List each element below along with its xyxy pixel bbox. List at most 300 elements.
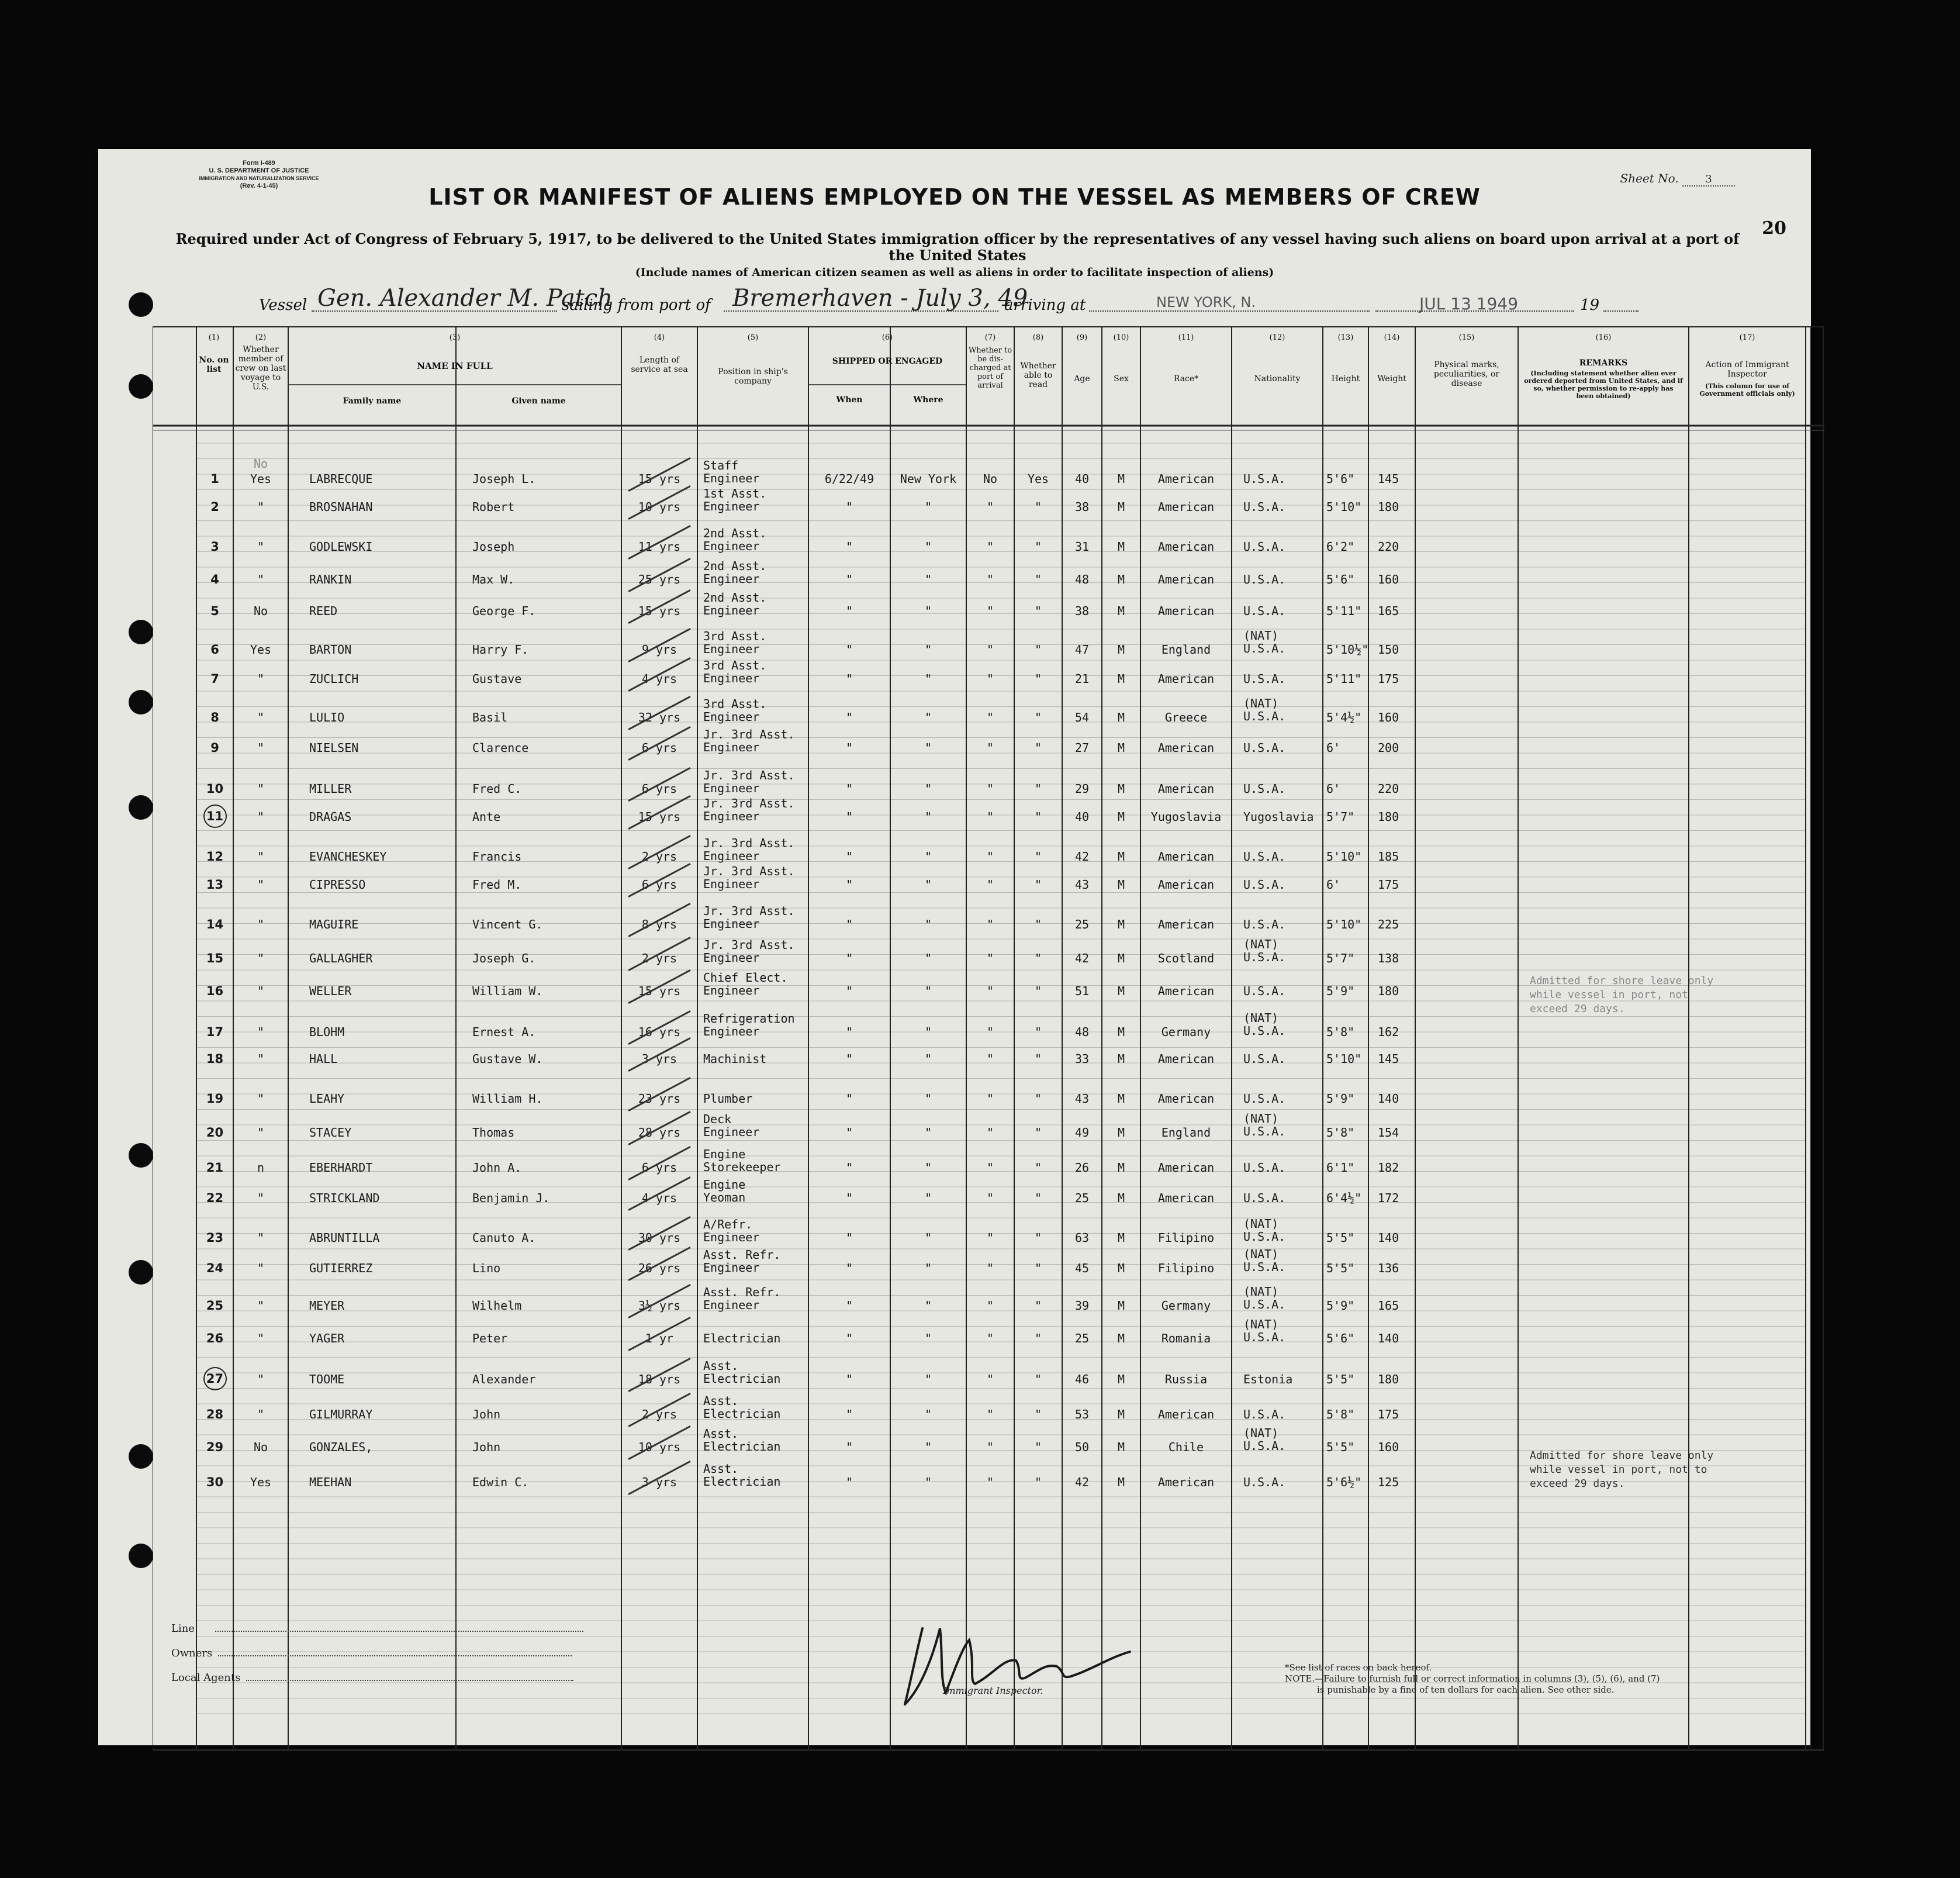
age: 42	[1074, 850, 1090, 864]
position-line-1: Asst.	[703, 1427, 739, 1441]
race: American	[1157, 572, 1215, 586]
discharged: "	[986, 540, 994, 554]
col-10-header: Sex	[1114, 374, 1129, 384]
weight: 140	[1378, 1092, 1399, 1106]
shipped-where: "	[924, 1372, 932, 1386]
age: 31	[1074, 540, 1090, 554]
race: Filipino	[1157, 1261, 1215, 1275]
sex: M	[1117, 1052, 1125, 1066]
height: 5'6"	[1326, 572, 1355, 586]
service-length: 10 yrs	[638, 1440, 681, 1454]
family-name: MAGUIRE	[309, 917, 359, 931]
manifest-sheet	[98, 149, 1811, 1745]
remark-row-27	[1530, 1449, 1713, 1491]
shipped-where: "	[924, 1092, 932, 1106]
inspector-caption: Immigrant Inspector.	[943, 1685, 1043, 1696]
shipped-where: "	[924, 500, 932, 514]
service-length: 15 yrs	[638, 472, 681, 486]
service-length: 6 yrs	[641, 782, 677, 796]
col-8-number: (8)	[1032, 333, 1044, 342]
weight: 140	[1378, 1331, 1399, 1345]
weight: 138	[1378, 951, 1399, 965]
position-line-2: Engineer	[703, 849, 760, 863]
given-name: Clarence	[472, 741, 529, 755]
col-1-number: (1)	[208, 333, 220, 342]
position-line-1: 2nd Asst.	[703, 526, 767, 540]
page-number: 20	[1762, 218, 1786, 239]
height: 5'10"	[1326, 1052, 1362, 1066]
family-name: GUTIERREZ	[309, 1261, 373, 1275]
race: American	[1157, 1407, 1215, 1421]
age: 53	[1074, 1407, 1090, 1421]
discharged: "	[986, 710, 994, 724]
position-line-2: Electrician	[703, 1475, 781, 1489]
sex: M	[1117, 1407, 1125, 1421]
sex: M	[1117, 741, 1125, 755]
position-line-2: Engineer	[703, 1230, 760, 1244]
nationality: U.S.A.	[1243, 741, 1286, 755]
row-number: 4	[210, 572, 219, 586]
position-line-2: Engineer	[703, 781, 760, 795]
col-15-header: Physical marks, peculiarities, or disease	[1433, 360, 1500, 388]
race: Scotland	[1157, 951, 1215, 965]
position-line-1: Asst. Refr.	[703, 1285, 781, 1299]
table-row	[153, 561, 1824, 596]
position-line-1: Jr. 3rd Asst.	[703, 727, 795, 741]
sex: M	[1117, 1261, 1125, 1275]
given-name: Fred M.	[472, 878, 522, 892]
previous-voyage-note: No	[253, 457, 268, 471]
age: 40	[1074, 472, 1090, 486]
height: 5'6½"	[1326, 1475, 1362, 1489]
shipped-where: "	[924, 1261, 932, 1275]
table-row	[153, 658, 1824, 696]
col-1-header: No. on list	[199, 355, 229, 374]
sex: M	[1117, 710, 1125, 724]
shipped-when: "	[845, 604, 853, 618]
table-row	[153, 796, 1824, 834]
shipped-where: "	[924, 1025, 932, 1039]
table-row	[153, 526, 1824, 564]
previous-voyage: "	[257, 1231, 265, 1245]
nationality: U.S.A.	[1243, 500, 1286, 514]
nationality-note: (NAT)	[1243, 1011, 1279, 1025]
nationality: U.S.A.	[1243, 950, 1286, 964]
weight: 185	[1378, 850, 1399, 864]
given-name: William W.	[472, 984, 543, 998]
able-to-read: "	[1034, 1052, 1042, 1066]
height: 5'10½"	[1326, 643, 1369, 657]
family-name: GODLEWSKI	[309, 540, 373, 554]
position-line-2: Engineer	[703, 710, 760, 724]
col-17-subheader: (This column for use of Government officials only)	[1699, 382, 1795, 398]
shipped-when: "	[845, 1092, 853, 1106]
punch-hole	[129, 374, 153, 399]
height: 5'10"	[1326, 917, 1362, 931]
discharged: "	[986, 500, 994, 514]
position-line-2: Engineer	[703, 1261, 760, 1275]
position-line-2: Engineer	[703, 740, 760, 754]
remark-line: Admitted for shore leave only	[1530, 1449, 1714, 1462]
position-line-1: Asst.	[703, 1462, 739, 1476]
given-name: Joseph L.	[472, 472, 536, 486]
able-to-read: "	[1034, 850, 1042, 864]
footer-line-label: Line	[171, 1622, 195, 1635]
given-name: John	[472, 1440, 501, 1454]
given-name: Harry F.	[472, 643, 529, 657]
row-number: 10	[206, 782, 224, 796]
height: 5'10"	[1326, 500, 1362, 514]
weight: 180	[1378, 810, 1399, 824]
able-to-read: "	[1034, 1440, 1042, 1454]
race: Romania	[1161, 1331, 1211, 1345]
able-to-read: "	[1034, 1161, 1042, 1175]
race: England	[1161, 1126, 1211, 1140]
weight: 175	[1378, 878, 1399, 892]
nationality: U.S.A.	[1243, 1052, 1286, 1066]
discharged: "	[986, 850, 994, 864]
able-to-read: "	[1034, 1372, 1042, 1386]
given-name: Vincent G.	[472, 917, 543, 931]
weight: 162	[1378, 1025, 1399, 1039]
position-line-2: Yeoman	[703, 1190, 746, 1204]
position-line-1: Asst.	[703, 1394, 739, 1408]
sex: M	[1117, 672, 1125, 686]
service-length: 30 yrs	[638, 1231, 681, 1245]
position-line-2: Plumber	[703, 1092, 753, 1106]
able-to-read: "	[1034, 917, 1042, 931]
weight: 145	[1378, 472, 1399, 486]
position-line-1: Jr. 3rd Asst.	[703, 904, 795, 918]
family-name: LEAHY	[309, 1092, 345, 1106]
able-to-read: "	[1034, 604, 1042, 618]
nationality: U.S.A.	[1243, 984, 1286, 998]
sex: M	[1117, 1191, 1125, 1205]
height: 5'9"	[1326, 984, 1355, 998]
form-revision: (Rev. 4-1-45)	[240, 182, 278, 189]
able-to-read: "	[1034, 1191, 1042, 1205]
shipped-when: "	[845, 878, 853, 892]
weight: 160	[1378, 710, 1399, 724]
col-2-number: (2)	[255, 333, 267, 342]
previous-voyage: "	[257, 878, 265, 892]
height: 5'4½"	[1326, 710, 1362, 724]
sex: M	[1117, 850, 1125, 864]
family-name: ABRUNTILLA	[309, 1231, 380, 1245]
position-line-2: Engineer	[703, 572, 760, 586]
given-name: Thomas	[472, 1126, 515, 1140]
year-dotted-line	[1603, 310, 1638, 312]
table-row	[153, 1041, 1824, 1076]
discharged: "	[986, 572, 994, 586]
shipped-where: "	[924, 1331, 932, 1345]
service-length: 6 yrs	[641, 741, 677, 755]
family-name: GALLAGHER	[309, 951, 373, 965]
able-to-read: "	[1034, 984, 1042, 998]
service-length: 2 yrs	[641, 951, 677, 965]
table-row	[153, 727, 1824, 765]
discharged: "	[986, 1025, 994, 1039]
age: 29	[1074, 782, 1090, 796]
nationality: U.S.A.	[1243, 1024, 1286, 1038]
nationality: U.S.A.	[1243, 878, 1286, 892]
given-name: Joseph G.	[472, 951, 536, 965]
weight: 175	[1378, 672, 1399, 686]
age: 45	[1074, 1261, 1090, 1275]
row-number: 23	[206, 1231, 224, 1245]
height: 5'9"	[1326, 1299, 1355, 1313]
table-row	[153, 1396, 1824, 1431]
service-length: 16 yrs	[638, 1025, 681, 1039]
previous-voyage: "	[257, 984, 265, 998]
height: 5'7"	[1326, 951, 1355, 965]
family-name: YAGER	[309, 1331, 345, 1345]
shipped-where: "	[924, 643, 932, 657]
previous-voyage: "	[257, 710, 265, 724]
age: 25	[1074, 917, 1090, 931]
given-name: Ernest A.	[472, 1025, 536, 1039]
weight: 225	[1378, 917, 1399, 931]
footnote-note-cont: is punishable by a fine of ten dollars for each alien. See other side.	[1317, 1684, 1615, 1695]
able-to-read: "	[1034, 1231, 1042, 1245]
col-13-number: (13)	[1337, 333, 1354, 342]
able-to-read: "	[1034, 878, 1042, 892]
arrival-date-stamp: JUL 13 1949	[1419, 294, 1519, 313]
discharged: "	[986, 951, 994, 965]
shipped-when: "	[845, 850, 853, 864]
nationality: U.S.A.	[1243, 1092, 1286, 1106]
height: 6'	[1326, 782, 1341, 796]
table-row	[153, 1217, 1824, 1255]
height: 5'8"	[1326, 1126, 1355, 1140]
sex: M	[1117, 604, 1125, 618]
position-line-2: Engineer	[703, 603, 760, 617]
service-length: 2 yrs	[641, 850, 677, 864]
year-label: 19	[1580, 296, 1600, 314]
punch-hole	[129, 1143, 153, 1168]
shipped-where: "	[924, 1475, 932, 1489]
race: Chile	[1168, 1440, 1204, 1454]
shipped-when: "	[845, 741, 853, 755]
age: 43	[1074, 878, 1090, 892]
footer-agents-label: Local Agents	[171, 1672, 241, 1684]
family-name: LABRECQUE	[309, 472, 373, 486]
row-number	[196, 1367, 233, 1390]
previous-voyage: "	[257, 782, 265, 796]
col-4-number: (4)	[654, 333, 665, 342]
previous-voyage: "	[257, 917, 265, 931]
service-length: 3 yrs	[641, 1052, 677, 1066]
form-service: IMMIGRATION AND NATURALIZATION SERVICE	[199, 175, 319, 181]
height: 5'9"	[1326, 1092, 1355, 1106]
service-length: 1 yr	[645, 1331, 674, 1345]
race: American	[1157, 540, 1215, 554]
punch-hole	[129, 292, 153, 317]
col-13-header: Height	[1331, 374, 1360, 384]
discharged: "	[986, 810, 994, 824]
height: 5'5"	[1326, 1440, 1355, 1454]
weight: 220	[1378, 782, 1399, 796]
discharged: "	[986, 1261, 994, 1275]
position-line-1: Engine	[703, 1147, 746, 1161]
col-3-header: NAME IN FULL	[417, 361, 493, 371]
discharged: "	[986, 1440, 994, 1454]
race: American	[1157, 672, 1215, 686]
given-name: Peter	[472, 1331, 508, 1345]
vessel-name: Gen. Alexander M. Patch	[317, 285, 613, 312]
table-row	[153, 486, 1824, 524]
shipped-when: "	[845, 500, 853, 514]
col-7-header: Whether to be dis-charged at port of arrival	[968, 346, 1012, 390]
row-number	[196, 805, 233, 828]
family-name: GONZALES,	[309, 1440, 373, 1454]
shipped-when: "	[845, 572, 853, 586]
height: 5'5"	[1326, 1261, 1355, 1275]
able-to-read: "	[1034, 1126, 1042, 1140]
family-name: CIPRESSO	[309, 878, 366, 892]
race: American	[1157, 850, 1215, 864]
family-name: TOOME	[309, 1372, 345, 1386]
height: 6'	[1326, 878, 1341, 892]
previous-voyage: No	[253, 1440, 268, 1454]
nationality-note: (NAT)	[1243, 937, 1279, 951]
shipped-where: "	[924, 1407, 932, 1421]
col-12-number: (12)	[1269, 333, 1285, 342]
race: American	[1157, 917, 1215, 931]
previous-voyage: "	[257, 1191, 265, 1205]
age: 21	[1074, 672, 1090, 686]
shipped-where: "	[924, 741, 932, 755]
family-name: MEYER	[309, 1299, 345, 1313]
col-17-number: (17)	[1739, 333, 1755, 342]
age: 47	[1074, 643, 1090, 657]
service-length: 3½ yrs	[638, 1299, 681, 1313]
family-name: REED	[309, 604, 338, 618]
race: American	[1157, 878, 1215, 892]
given-name: Gustave	[472, 672, 522, 686]
able-to-read: "	[1034, 643, 1042, 657]
nationality: U.S.A.	[1243, 1439, 1286, 1453]
shipped-when: "	[845, 1475, 853, 1489]
col-5-number: (5)	[747, 333, 759, 342]
height: 5'8"	[1326, 1025, 1355, 1039]
shipped-when: "	[845, 1126, 853, 1140]
table-row	[153, 1149, 1824, 1185]
height: 5'5"	[1326, 1231, 1355, 1245]
service-length: 9 yrs	[641, 643, 677, 657]
sex: M	[1117, 1440, 1125, 1454]
row-number: 9	[210, 741, 219, 755]
race: American	[1157, 782, 1215, 796]
nationality-note: (NAT)	[1243, 696, 1279, 710]
able-to-read: "	[1034, 1299, 1042, 1313]
row-number: 29	[206, 1440, 224, 1454]
sex: M	[1117, 1231, 1125, 1245]
sex: M	[1117, 472, 1125, 486]
row-number: 5	[210, 604, 219, 618]
arriving-dotted-line	[1089, 310, 1370, 312]
footnotes	[1285, 1662, 1811, 1696]
race: American	[1157, 1475, 1215, 1489]
col-9-number: (9)	[1076, 333, 1088, 342]
position-line-2: Engineer	[703, 809, 760, 823]
shipped-where: "	[924, 540, 932, 554]
nationality: U.S.A.	[1243, 572, 1286, 586]
sex: M	[1117, 540, 1125, 554]
shipped-where: "	[924, 984, 932, 998]
row-number: 30	[206, 1475, 224, 1489]
table-row	[153, 1287, 1824, 1323]
given-name: Edwin C.	[472, 1475, 529, 1489]
col-5-header: Position in ship's company	[718, 367, 788, 386]
nationality: U.S.A.	[1243, 917, 1286, 931]
nationality: U.S.A.	[1243, 709, 1286, 723]
height: 6'2"	[1326, 540, 1355, 554]
col-7-number: (7)	[984, 333, 996, 342]
shipped-when: "	[845, 1025, 853, 1039]
able-to-read: "	[1034, 572, 1042, 586]
previous-voyage: "	[257, 1052, 265, 1066]
col-14-header: Weight	[1377, 374, 1406, 384]
service-length: 2 yrs	[641, 1407, 677, 1421]
vessel-line	[259, 285, 1720, 320]
col-6b-header: Where	[913, 395, 943, 405]
sex: M	[1117, 917, 1125, 931]
able-to-read: "	[1034, 1407, 1042, 1421]
able-to-read: "	[1034, 1331, 1042, 1345]
race: Germany	[1161, 1025, 1211, 1039]
crew-table	[153, 326, 1824, 1751]
remark-line: Admitted for shore leave only	[1530, 975, 1714, 987]
shipped-where: "	[924, 782, 932, 796]
table-row	[153, 906, 1824, 941]
shipped-when: "	[845, 1261, 853, 1275]
row-number: 20	[206, 1126, 224, 1140]
given-name: Robert	[472, 500, 515, 514]
nationality: U.S.A.	[1243, 672, 1286, 686]
col-17-header: Action of Immigrant Inspector	[1705, 360, 1789, 379]
previous-voyage: "	[257, 810, 265, 824]
position-line-1: 1st Asst.	[703, 486, 767, 500]
row-number: 3	[210, 540, 219, 554]
row-number: 6	[210, 643, 219, 657]
col-2-header: Whether member of crew on last voyage to U.S.	[235, 345, 286, 392]
previous-voyage: "	[257, 540, 265, 554]
age: 42	[1074, 951, 1090, 965]
row-number: 13	[206, 878, 224, 892]
shipped-when: "	[845, 917, 853, 931]
discharged: "	[986, 917, 994, 931]
height: 5'7"	[1326, 810, 1355, 824]
row-number: 28	[206, 1407, 224, 1421]
service-length: 18 yrs	[638, 1372, 681, 1386]
nationality: U.S.A.	[1243, 1124, 1286, 1138]
position-line-2: Electrician	[703, 1407, 781, 1421]
race: American	[1157, 1191, 1215, 1205]
able-to-read: "	[1034, 540, 1042, 554]
sheet-number-value: 3	[1682, 173, 1735, 187]
col-9-header: Age	[1074, 374, 1090, 384]
discharged: "	[986, 1231, 994, 1245]
position-line-1: Refrigeration	[703, 1012, 795, 1026]
family-name: MEEHAN	[309, 1475, 352, 1489]
previous-voyage: "	[257, 1092, 265, 1106]
row-number: 2	[210, 500, 219, 514]
nationality: U.S.A.	[1243, 1161, 1286, 1175]
punch-hole	[129, 1444, 153, 1469]
race: American	[1157, 1161, 1215, 1175]
sex: M	[1117, 1161, 1125, 1175]
